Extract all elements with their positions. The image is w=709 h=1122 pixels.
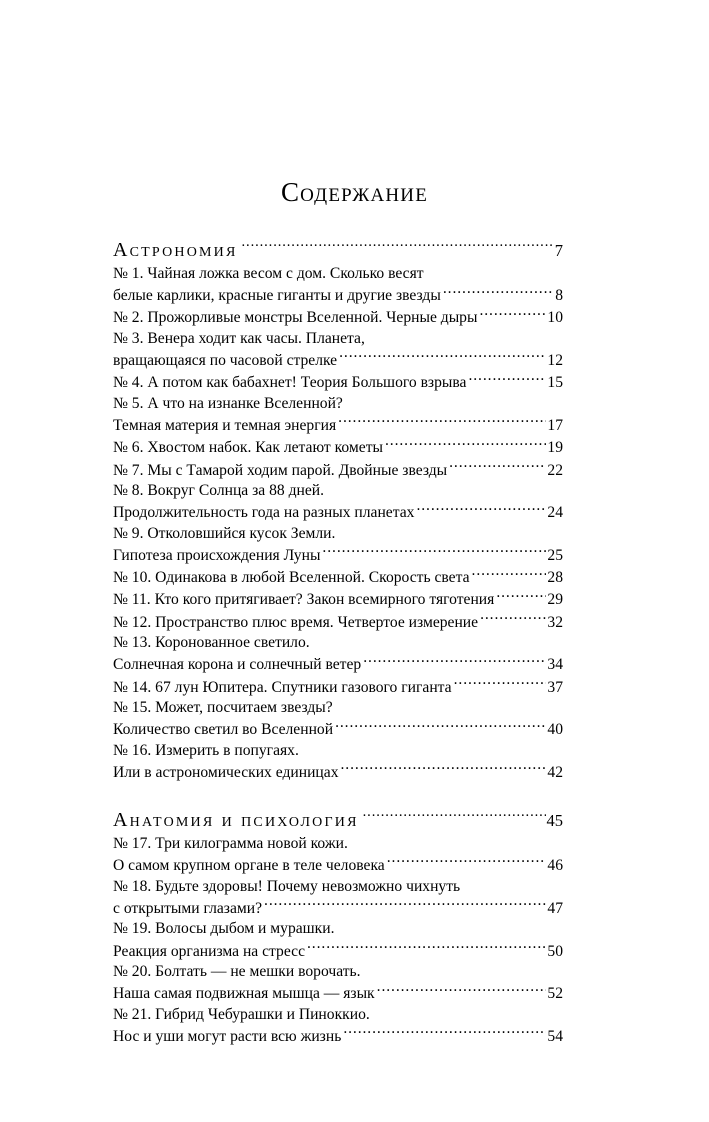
toc-entry-title: № 7. Мы с Тамарой ходим парой. Двойные звезды: [113, 461, 448, 479]
toc-entry-last-line: [113, 1025, 563, 1047]
toc-entry-last-line: [113, 897, 563, 919]
toc-entry-last-line: [113, 611, 563, 633]
toc-entry-title: белые карлики, красные гиганты и другие звезды: [113, 287, 441, 305]
toc-entry[interactable]: [113, 329, 563, 372]
toc-entry-page-number: 22: [547, 461, 563, 479]
page-title: Содержание: [280, 177, 429, 207]
toc-entry-title: № 12. Пространство плюс время. Четвертое измерение: [113, 613, 479, 631]
toc-entry-page-number: 52: [547, 985, 563, 1003]
dot-leader: [341, 762, 546, 778]
toc-entry-title: Темная материя и темная энергия: [113, 417, 337, 435]
section-page-number: 7: [554, 241, 563, 260]
dot-leader: [264, 897, 546, 913]
toc-entry[interactable]: [113, 633, 563, 676]
toc-entry-page-number: 46: [547, 856, 563, 874]
toc-entry[interactable]: [113, 877, 563, 920]
toc-entry-page-number: 37: [547, 678, 563, 696]
toc-entry-last-line: [113, 983, 563, 1005]
toc-entry-page-number: 24: [547, 504, 563, 522]
toc-entry-last-line: [113, 676, 563, 698]
section-page-number: 45: [546, 810, 563, 830]
toc-entry[interactable]: [113, 919, 563, 962]
toc-entry[interactable]: [113, 698, 563, 741]
toc-entry-last-line: [113, 350, 563, 372]
toc-entry-page-number: 40: [547, 721, 563, 739]
dot-leader: [363, 654, 546, 670]
dot-leader: [468, 372, 545, 388]
dot-leader: [479, 307, 545, 323]
toc-entry[interactable]: [113, 611, 563, 633]
dot-leader: [385, 437, 546, 453]
toc-entry-line: № 1. Чайная ложка весом с дом. Сколько весят: [113, 265, 424, 282]
toc-entry-line: № 13. Коронованное светило.: [113, 634, 310, 652]
toc-entry-line: № 17. Три килограмма новой кожи.: [113, 834, 348, 852]
toc-entry-title: № 14. 67 лун Юпитера. Спутники газового гиганта: [113, 678, 452, 696]
toc-entry[interactable]: [113, 741, 563, 784]
toc-entry-title: Нос и уши могут расти всю жизнь: [113, 1028, 342, 1046]
toc-entry-page-number: 19: [547, 439, 563, 457]
toc-entry-title: Солнечная корона и солнечный ветер: [113, 656, 362, 674]
toc-entry-page-number: 25: [547, 547, 563, 565]
dot-leader: [322, 544, 545, 560]
toc-entry-last-line: [113, 502, 563, 524]
dot-leader: [472, 567, 546, 583]
toc-entry[interactable]: [113, 589, 563, 611]
dot-leader: [387, 854, 546, 870]
toc-entry[interactable]: [113, 459, 563, 481]
toc-entry[interactable]: [113, 676, 563, 698]
toc-entry-title: Или в астрономических единицах: [113, 764, 339, 782]
toc-entry-title: Продолжительность года на разных планетах: [113, 504, 415, 522]
toc-entry-line: № 5. А что на изнанке Вселенной?: [113, 394, 343, 412]
toc-entry[interactable]: [113, 567, 563, 589]
toc-entry-title: Количество светил во Вселенной: [113, 721, 334, 739]
toc-entry-title: № 2. Прожорливые монстры Вселенной. Черные дыры: [113, 309, 478, 327]
dot-leader: [480, 611, 546, 627]
toc-entry-page-number: 32: [547, 613, 563, 631]
toc-entry-page-number: 54: [547, 1028, 563, 1046]
toc-entry-line: № 3. Венера ходит как часы. Планета,: [113, 329, 365, 347]
toc-entry[interactable]: [113, 437, 563, 459]
dot-leader: [339, 350, 546, 366]
section-heading-row[interactable]: [113, 236, 563, 264]
toc-entry-last-line: [113, 654, 563, 676]
toc-entry-page-number: 17: [547, 417, 563, 435]
toc-entry-last-line: [113, 719, 563, 741]
toc-entry-page-number: 8: [555, 287, 563, 305]
toc-entry-title: № 6. Хвостом набок. Как летают кометы: [113, 439, 383, 457]
dot-leader: [416, 502, 545, 518]
toc-entry-title: № 4. А потом как бабахнет! Теория Большого взрыва: [113, 374, 467, 392]
toc-entry-last-line: [113, 940, 563, 962]
toc-entry-page-number: 34: [547, 656, 563, 674]
toc-entry[interactable]: [113, 834, 563, 877]
toc-entry-last-line: [113, 307, 563, 329]
section-heading-row[interactable]: [113, 806, 563, 834]
dot-leader: [343, 1025, 546, 1041]
dot-leader: [307, 940, 546, 956]
toc-entry-title: О самом крупном органе в теле человека: [113, 856, 385, 874]
dot-leader: [242, 236, 554, 256]
toc-entry[interactable]: [113, 962, 563, 1005]
toc-entry-line: № 20. Болтать — не мешки ворочать.: [113, 963, 361, 981]
toc-entry-page-number: 12: [547, 352, 563, 370]
dot-leader: [496, 589, 546, 605]
dot-leader: [449, 459, 546, 475]
toc-entry-page-number: 15: [547, 374, 563, 392]
toc-entry-title: Гипотеза происхождения Луны: [113, 547, 321, 565]
toc-entry[interactable]: [113, 264, 563, 307]
toc-entry-page-number: 50: [547, 942, 563, 960]
toc-entry-title: вращающаяся по часовой стрелке: [113, 352, 338, 370]
dot-leader: [335, 719, 546, 735]
toc-entry[interactable]: [113, 1005, 563, 1048]
toc-entry[interactable]: [113, 307, 563, 329]
dot-leader: [338, 415, 546, 431]
toc-entry-page-number: 28: [547, 569, 563, 587]
toc-entry-line: № 8. Вокруг Солнца за 88 дней.: [113, 482, 325, 500]
toc-section: [113, 806, 563, 1048]
toc-entry-title: № 10. Одинакова в любой Вселенной. Скорость света: [113, 569, 470, 587]
toc-entry-line: № 15. Может, посчитаем звезды?: [113, 699, 333, 717]
toc-entry-line: № 16. Измерить в попугаях.: [113, 741, 299, 759]
section-heading-label: Астрономия: [113, 239, 238, 261]
toc-entry-line: № 21. Гибрид Чебурашки и Пиноккио.: [113, 1005, 370, 1023]
toc-entry-last-line: [113, 589, 563, 611]
dot-leader: [454, 676, 546, 692]
toc-entry[interactable]: [113, 394, 563, 437]
toc-entry-last-line: [113, 567, 563, 589]
dot-leader: [443, 285, 554, 301]
toc-entry-line: № 9. Отколовшийся кусок Земли.: [113, 524, 336, 542]
toc-entry-last-line: [113, 762, 563, 784]
toc-entry-page-number: 42: [547, 764, 563, 782]
toc-entry-title: с открытыми глазами?: [113, 899, 263, 917]
toc-entry-last-line: [113, 854, 563, 876]
toc-entry-last-line: [113, 437, 563, 459]
toc-entry-page-number: 29: [547, 591, 563, 609]
toc-entry-page-number: 47: [547, 899, 563, 917]
toc-section: [113, 236, 563, 784]
toc-entry-line: № 19. Волосы дыбом и мурашки.: [113, 920, 335, 938]
toc-entry-page-number: 10: [547, 309, 563, 327]
toc-entry-last-line: [113, 285, 563, 307]
toc-entry-last-line: [113, 415, 563, 437]
toc-entry[interactable]: [113, 481, 563, 524]
toc-entry[interactable]: [113, 524, 563, 567]
toc-entry-last-line: [113, 459, 563, 481]
toc-entry-line: № 18. Будьте здоровы! Почему невозможно чихнуть: [113, 877, 461, 895]
toc-entry-title: Реакция организма на стресс: [113, 942, 305, 960]
toc-entry-last-line: [113, 372, 563, 394]
toc-entry[interactable]: [113, 372, 563, 394]
section-heading-label: Анатомия и психология: [113, 808, 359, 831]
dot-leader: [377, 983, 546, 999]
toc-entry-title: № 11. Кто кого притягивает? Закон всемирного тяготения: [113, 591, 495, 609]
toc-entry-last-line: [113, 544, 563, 566]
toc-list: [113, 236, 563, 1048]
dot-leader: [363, 806, 546, 826]
toc-entry-title: Наша самая подвижная мышца — язык: [113, 985, 375, 1003]
